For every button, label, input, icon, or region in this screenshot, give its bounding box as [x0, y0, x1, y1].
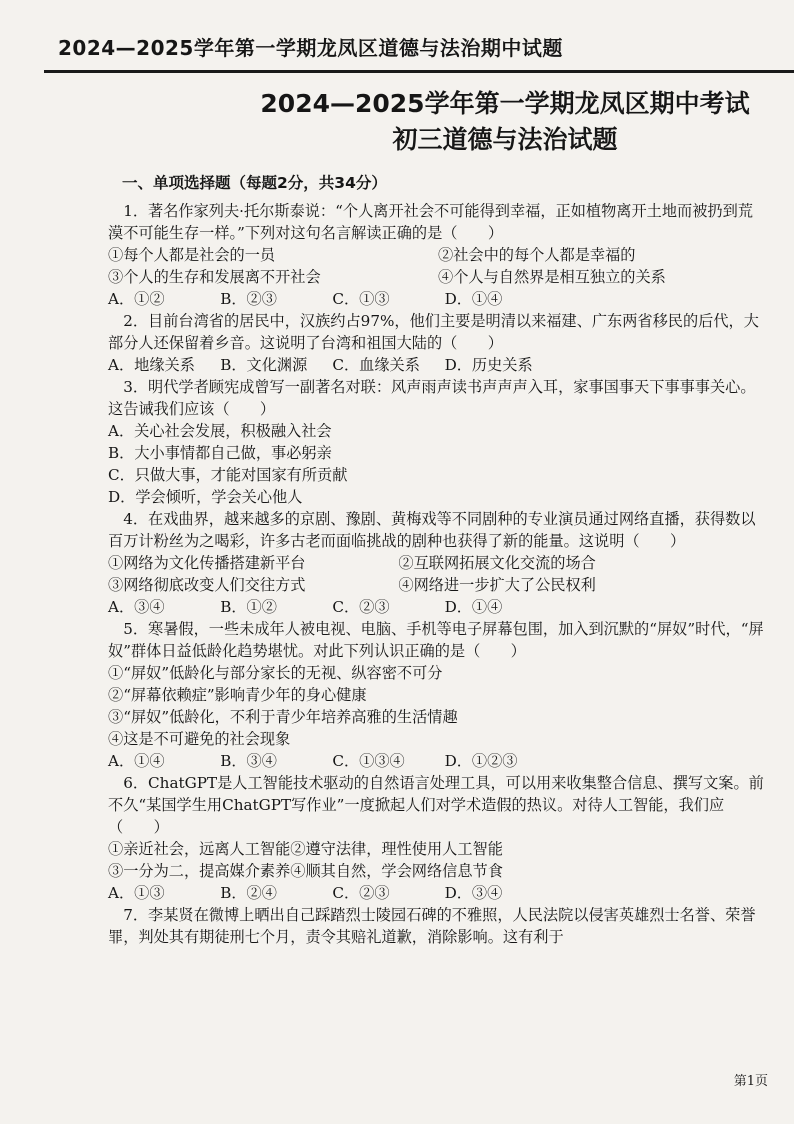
statement: ②社会中的每个人都是幸福的 [438, 246, 636, 264]
option-a: A．③④ [108, 598, 165, 616]
options-row [108, 596, 768, 618]
statement-row [108, 244, 768, 266]
option-d: D．①②③ [444, 752, 518, 770]
option-d: D．①④ [444, 290, 503, 308]
question-2 [108, 310, 768, 376]
statement: ④网络进一步扩大了公民权利 [398, 576, 596, 594]
option-b: B．③④ [220, 752, 277, 770]
question-stem: 6．ChatGPT是人工智能技术驱动的自然语言处理工具，可以用来收集整合信息、撰写文案。前不久“某国学生用ChatGPT写作业”一度掀起人们对学术造假的热议。对待人工智能，我们应（ ） [108, 774, 764, 836]
statement: ③个人的生存和发展离不开社会 [108, 268, 321, 286]
option-c: C．只做大事，才能对国家有所贡献 [108, 466, 348, 484]
options-row [108, 882, 768, 904]
statement-row [108, 574, 768, 596]
options-row [108, 750, 768, 772]
option-d: D．③④ [444, 884, 503, 902]
option-a: A．①② [108, 290, 165, 308]
options-row [108, 354, 768, 376]
option-c: C．②③ [332, 598, 390, 616]
question-stem: 5．寒暑假，一些未成年人被电视、电脑、手机等电子屏幕包围，加入到沉默的“屏奴”时代，“屏奴”群体日益低龄化趋势堪忧。对此下列认识正确的是（ ） [108, 620, 764, 660]
question-3 [108, 376, 768, 508]
question-4 [108, 508, 768, 618]
option-d: D．学会倾听，学会关心他人 [108, 488, 303, 506]
option-c: C．②③ [332, 884, 390, 902]
option-d: D．历史关系 [444, 356, 533, 374]
statement: ①亲近社会，远离人工智能②遵守法律，理性使用人工智能 [108, 840, 503, 858]
option-c: C．血缘关系 [332, 356, 420, 374]
question-stem: 7．李某贤在微博上晒出自己踩踏烈士陵园石碑的不雅照，人民法院以侵害英雄烈士名誉、荣誉罪，判处其有期徒刑七个月，责令其赔礼道歉，消除影响。这有利于 [108, 906, 756, 946]
exam-subtitle: 初三道德与法治试题 [392, 125, 618, 154]
statement: ①每个人都是社会的一员 [108, 246, 276, 264]
statement-row [108, 266, 768, 288]
statement: ④个人与自然界是相互独立的关系 [438, 268, 666, 286]
running-header: 2024—2025学年第一学期龙凤区道德与法治期中试题 [58, 36, 563, 60]
options-row [108, 288, 768, 310]
page-number: 第1页 [733, 1074, 768, 1089]
question-1 [108, 200, 768, 310]
option-b: B．大小事情都自己做，事必躬亲 [108, 444, 332, 462]
exam-body [108, 170, 768, 948]
option-b: B．①② [220, 598, 277, 616]
statement: ②“屏幕依赖症”影响青少年的身心健康 [108, 686, 367, 704]
statement: ④这是不可避免的社会现象 [108, 730, 291, 748]
option-c: C．①③ [332, 290, 390, 308]
statement: ③网络彻底改变人们交往方式 [108, 576, 306, 594]
statement: ①“屏奴”低龄化与部分家长的无视、纵容密不可分 [108, 664, 443, 682]
statement: ③一分为二，提高媒介素养④顺其自然，学会网络信息节食 [108, 862, 503, 880]
question-5 [108, 618, 768, 772]
statement: ②互联网拓展文化交流的场合 [398, 554, 596, 572]
option-a: A．关心社会发展，积极融入社会 [108, 422, 332, 440]
section-heading: 一、单项选择题（每题2分，共34分） [122, 174, 387, 192]
option-b: B．文化渊源 [220, 356, 308, 374]
option-c: C．①③④ [332, 752, 405, 770]
header-rule [44, 70, 794, 73]
statement: ③“屏奴”低龄化，不利于青少年培养高雅的生活情趣 [108, 708, 458, 726]
question-6 [108, 772, 768, 904]
option-b: B．②④ [220, 884, 277, 902]
question-7 [108, 904, 768, 948]
question-stem: 1．著名作家列夫·托尔斯泰说：“个人离开社会不可能得到幸福，正如植物离开土地而被扔到荒漠不可能生存一样。”下列对这句名言解读正确的是（ ） [108, 202, 753, 242]
option-a: A．①③ [108, 884, 165, 902]
exam-title: 2024—2025学年第一学期龙凤区期中考试 [260, 89, 750, 118]
option-b: B．②③ [220, 290, 277, 308]
option-a: A．地缘关系 [108, 356, 195, 374]
option-d: D．①④ [444, 598, 503, 616]
question-stem: 3．明代学者顾宪成曾写一副著名对联：风声雨声读书声声声入耳，家事国事天下事事事关心。这告诫我们应该（ ） [108, 378, 756, 418]
statement: ①网络为文化传播搭建新平台 [108, 554, 306, 572]
statement-row [108, 552, 768, 574]
question-stem: 2．目前台湾省的居民中，汉族约占97%，他们主要是明清以来福建、广东两省移民的后代，大部分人还保留着乡音。这说明了台湾和祖国大陆的（ ） [108, 312, 759, 352]
option-a: A．①④ [108, 752, 165, 770]
question-stem: 4．在戏曲界，越来越多的京剧、豫剧、黄梅戏等不同剧种的专业演员通过网络直播，获得数以百万计粉丝为之喝彩，许多古老而面临挑战的剧种也获得了新的能量。这说明（ ） [108, 510, 756, 550]
